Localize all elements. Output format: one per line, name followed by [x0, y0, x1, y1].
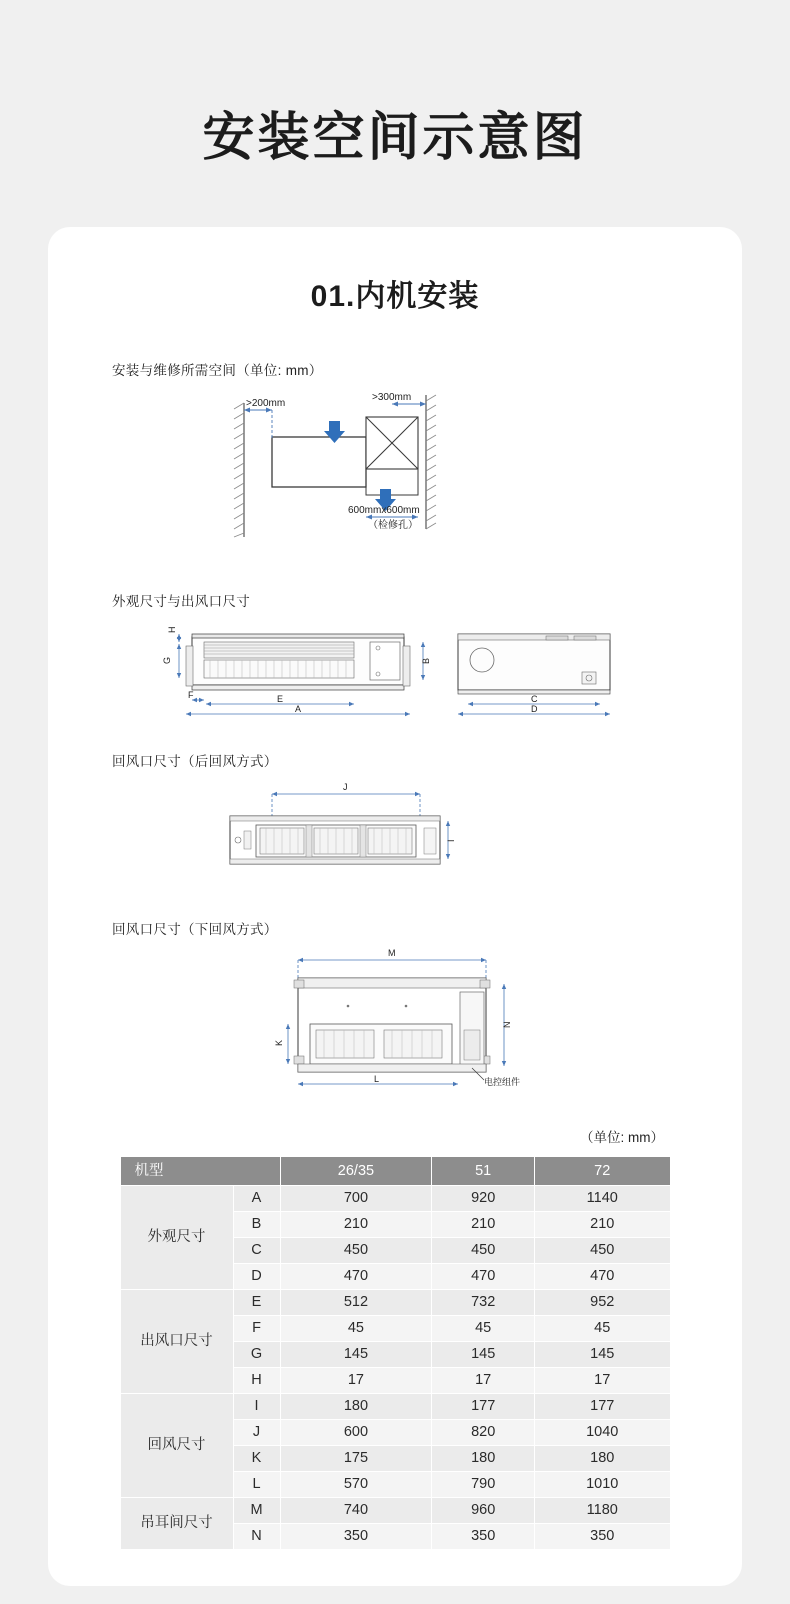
dim-mark-K: K — [274, 1040, 284, 1047]
value-D-51: 470 — [432, 1264, 535, 1290]
value-A-72: 1140 — [535, 1186, 671, 1212]
figure-return-bottom — [48, 944, 742, 1110]
dim-access-panel-note: （检修孔） — [368, 520, 418, 532]
label-return-back: 回风口尺寸（后回风方式） — [112, 754, 278, 770]
value-N-2635: 350 — [280, 1524, 432, 1550]
value-M-72: 1180 — [535, 1498, 671, 1524]
value-K-51: 180 — [432, 1446, 535, 1472]
value-I-2635: 180 — [280, 1394, 432, 1420]
table-header-row — [120, 1157, 670, 1186]
value-D-2635: 470 — [280, 1264, 432, 1290]
value-B-2635: 210 — [280, 1212, 432, 1238]
value-L-2635: 570 — [280, 1472, 432, 1498]
value-H-51: 17 — [432, 1368, 535, 1394]
dim-mark-L: L — [374, 1074, 380, 1085]
symbol-C: C — [233, 1238, 280, 1264]
dim-mark-H: H — [167, 626, 177, 634]
value-G-2635: 145 — [280, 1342, 432, 1368]
value-K-2635: 175 — [280, 1446, 432, 1472]
value-A-51: 920 — [432, 1186, 535, 1212]
table-row — [120, 1394, 670, 1420]
symbol-A: A — [233, 1186, 280, 1212]
spec-table — [120, 1156, 671, 1550]
dim-access-panel: 600mmx600mm — [348, 505, 420, 517]
dim-mark-B: B — [421, 658, 431, 665]
label-install-space: 安装与维修所需空间（单位: mm） — [112, 363, 323, 379]
group-label-outlet: 出风口尺寸 — [120, 1290, 233, 1394]
value-C-2635: 450 — [280, 1238, 432, 1264]
symbol-H: H — [233, 1368, 280, 1394]
value-E-2635: 512 — [280, 1290, 432, 1316]
group-label-outline: 外观尺寸 — [120, 1186, 233, 1290]
value-F-72: 45 — [535, 1316, 671, 1342]
callout-control-box: 电控组件 — [484, 1077, 521, 1088]
dim-mark-J: J — [343, 782, 348, 793]
label-outline-dims: 外观尺寸与出风口尺寸 — [112, 594, 250, 610]
dim-mark-D: D — [531, 704, 538, 715]
unit-note: （单位: mm） — [580, 1130, 664, 1146]
value-E-72: 952 — [535, 1290, 671, 1316]
group-label-return: 回风尺寸 — [120, 1394, 233, 1498]
indoor-install-card — [48, 227, 742, 1586]
figure-outline-dims — [48, 616, 742, 724]
symbol-E: E — [233, 1290, 280, 1316]
value-B-72: 210 — [535, 1212, 671, 1238]
value-K-72: 180 — [535, 1446, 671, 1472]
value-A-2635: 700 — [280, 1186, 432, 1212]
value-L-51: 790 — [432, 1472, 535, 1498]
value-H-72: 17 — [535, 1368, 671, 1394]
value-I-51: 177 — [432, 1394, 535, 1420]
figure-install-space — [48, 385, 742, 560]
symbol-N: N — [233, 1524, 280, 1550]
dim-mark-A: A — [295, 704, 302, 715]
table-row — [120, 1290, 670, 1316]
value-J-2635: 600 — [280, 1420, 432, 1446]
page-title: 安装空间示意图 — [202, 108, 588, 167]
symbol-G: G — [233, 1342, 280, 1368]
value-J-72: 1040 — [535, 1420, 671, 1446]
value-M-2635: 740 — [280, 1498, 432, 1524]
symbol-F: F — [233, 1316, 280, 1342]
dim-mark-I: I — [446, 839, 456, 843]
dim-left-clearance: >200mm — [246, 398, 286, 410]
value-J-51: 820 — [432, 1420, 535, 1446]
dim-mark-M: M — [388, 948, 396, 959]
dim-mark-F: F — [188, 690, 194, 701]
symbol-M: M — [233, 1498, 280, 1524]
value-E-51: 732 — [432, 1290, 535, 1316]
symbol-K: K — [233, 1446, 280, 1472]
value-H-2635: 17 — [280, 1368, 432, 1394]
header-col-72: 72 — [535, 1157, 671, 1186]
label-return-bottom: 回风口尺寸（下回风方式） — [112, 922, 278, 938]
figure-return-back — [48, 776, 742, 892]
symbol-D: D — [233, 1264, 280, 1290]
table-row — [120, 1498, 670, 1524]
dim-mark-E: E — [277, 694, 284, 705]
symbol-L: L — [233, 1472, 280, 1498]
dim-mark-G: G — [162, 657, 172, 665]
value-M-51: 960 — [432, 1498, 535, 1524]
value-D-72: 470 — [535, 1264, 671, 1290]
group-label-hanger: 吊耳间尺寸 — [120, 1498, 233, 1550]
value-B-51: 210 — [432, 1212, 535, 1238]
symbol-J: J — [233, 1420, 280, 1446]
dim-mark-C: C — [531, 694, 538, 705]
value-C-72: 450 — [535, 1238, 671, 1264]
header-model: 机型 — [120, 1157, 280, 1186]
dim-mark-N: N — [502, 1021, 512, 1029]
value-C-51: 450 — [432, 1238, 535, 1264]
symbol-B: B — [233, 1212, 280, 1238]
value-F-2635: 45 — [280, 1316, 432, 1342]
value-N-72: 350 — [535, 1524, 671, 1550]
symbol-I: I — [233, 1394, 280, 1420]
value-G-72: 145 — [535, 1342, 671, 1368]
value-F-51: 45 — [432, 1316, 535, 1342]
dim-right-clearance: >300mm — [372, 392, 412, 404]
value-I-72: 177 — [535, 1394, 671, 1420]
value-N-51: 350 — [432, 1524, 535, 1550]
section-title: 01.内机安装 — [310, 280, 480, 314]
value-L-72: 1010 — [535, 1472, 671, 1498]
value-G-51: 145 — [432, 1342, 535, 1368]
header-col-51: 51 — [432, 1157, 535, 1186]
table-row — [120, 1186, 670, 1212]
header-col-2635: 26/35 — [280, 1157, 432, 1186]
